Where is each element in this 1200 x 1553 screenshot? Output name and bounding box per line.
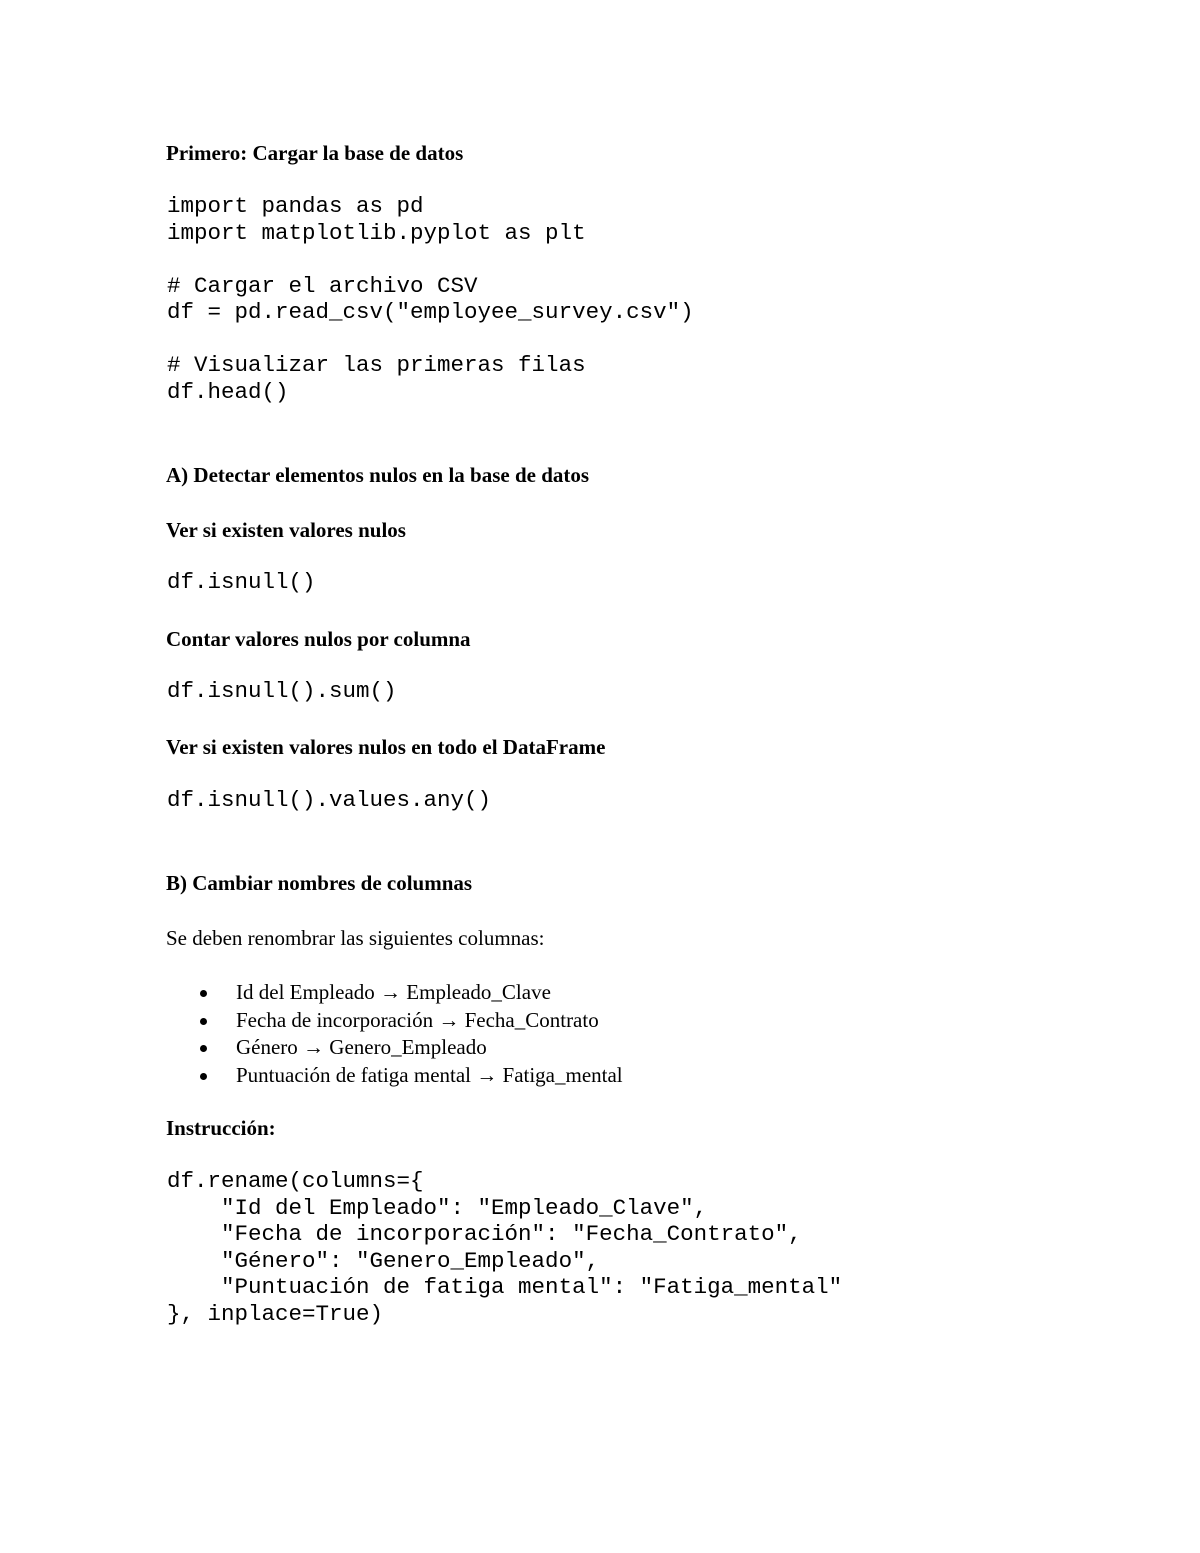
code-isnull-any: df.isnull().values.any() [167,787,492,813]
code-line: "Fecha de incorporación": "Fecha_Contrato", [167,1221,802,1247]
code-line: df = pd.read_csv("employee_survey.csv") [167,299,694,325]
paragraph-rename-intro: Se deben renombrar las siguientes columnas: [166,926,545,950]
code-line: # Cargar el archivo CSV [167,272,478,299]
bullet-icon [200,1045,207,1052]
code-block-rename [167,1168,842,1327]
code-line: "Género": "Genero_Empleado", [167,1247,600,1274]
code-isnull-sum: df.isnull().sum() [167,678,397,704]
heading-load-database: Primero: Cargar la base de datos [166,141,464,165]
heading-instruction: Instrucción: [166,1116,276,1140]
code-isnull: df.isnull() [167,569,316,595]
code-line: import pandas as pd [167,193,424,219]
heading-section-a: A) Detectar elementos nulos en la base de datos [166,463,590,487]
bullet-icon [200,990,207,997]
bullet-icon [200,1018,207,1025]
subheading-count-nulls: Contar valores nulos por columna [166,627,471,651]
code-line: # Visualizar las primeras filas [167,352,586,378]
code-line: df.rename(columns={ [167,1168,424,1194]
subheading-check-nulls: Ver si existen valores nulos [166,518,406,542]
bullet-icon [200,1073,207,1080]
subheading-any-nulls: Ver si existen valores nulos en todo el DataFrame [166,735,606,759]
code-line: "Puntuación de fatiga mental": "Fatiga_mental" [167,1274,843,1300]
code-line [167,246,694,273]
code-block-load-csv [167,193,694,405]
document-page: Primero: Cargar la base de datos import pandas as pd import matplotlib.pyplot as plt # Cargar el archivo CSV df = pd.read_csv("employee_survey.csv") # Visualizar las primeras filas df.head() A) Detectar elementos nulos en la base de datos Ver si existen valores nulos df.isnull() Contar valores nulos por columna df.isnull().sum() Ver si existen valores nulos en todo el DataFrame df.isnull().values.any() B) Cambiar nombres de columnas Se deben renombrar las siguientes columnas: Id del Empleado → Empleado_Clave Fecha de incorporación → Fecha_Contrato Género → Genero_Empleado Puntuación de fatiga mental → Fatiga_mental Instrucción: df.rename(columns={ "Id del Empleado": "Empleado_Clave", "Fecha de incorporación": "Fecha_Contrato", "Género": "Genero_Empleado", "Puntuación de fatiga mental": "Fatiga_mental" }, inplace=True) [166,141,843,1327]
code-line: df.head() [167,378,289,405]
code-line: import matplotlib.pyplot as plt [167,219,586,246]
code-line [167,326,694,353]
code-line: "Id del Empleado": "Empleado_Clave", [167,1194,708,1221]
heading-section-b: B) Cambiar nombres de columnas [166,871,473,895]
code-line: }, inplace=True) [167,1300,384,1327]
